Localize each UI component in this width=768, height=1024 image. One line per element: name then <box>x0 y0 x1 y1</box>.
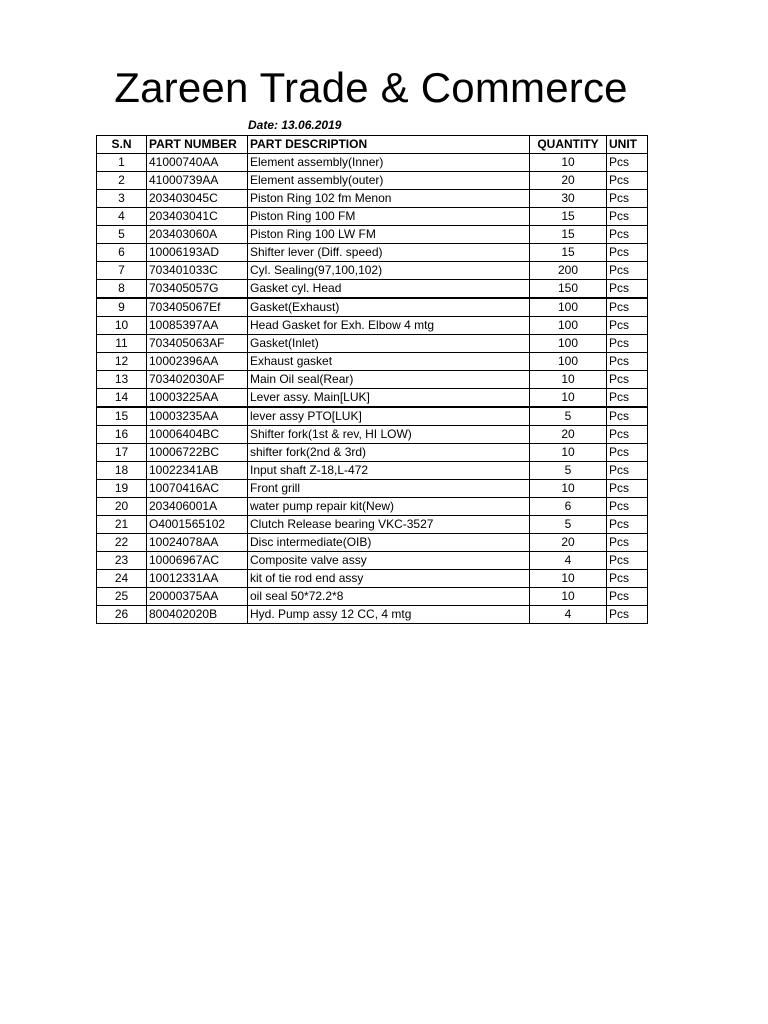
cell-unit: Pcs <box>607 389 648 408</box>
cell-description: Element assembly(outer) <box>248 172 530 190</box>
cell-quantity: 100 <box>530 353 607 371</box>
cell-part-number: 703405067Ef <box>147 298 248 317</box>
cell-part-number: 10024078AA <box>147 534 248 552</box>
table-row <box>97 172 648 190</box>
table-row <box>97 462 648 480</box>
cell-description: Cyl. Sealing(97,100,102) <box>248 262 530 280</box>
cell-description: Gasket cyl. Head <box>248 280 530 299</box>
cell-part-number: 20000375AA <box>147 588 248 606</box>
cell-description: Piston Ring 100 LW FM <box>248 226 530 244</box>
column-header-part-number: PART NUMBER <box>147 136 248 154</box>
table-row <box>97 280 648 299</box>
table-row <box>97 208 648 226</box>
column-header-description: PART DESCRIPTION <box>248 136 530 154</box>
cell-quantity: 20 <box>530 426 607 444</box>
cell-description: oil seal 50*72.2*8 <box>248 588 530 606</box>
cell-description: Hyd. Pump assy 12 CC, 4 mtg <box>248 606 530 624</box>
table-row <box>97 588 648 606</box>
cell-description: Front grill <box>248 480 530 498</box>
cell-unit: Pcs <box>607 516 648 534</box>
cell-quantity: 10 <box>530 371 607 389</box>
cell-unit: Pcs <box>607 280 648 299</box>
cell-unit: Pcs <box>607 353 648 371</box>
cell-quantity: 4 <box>530 552 607 570</box>
cell-part-number: 10070416AC <box>147 480 248 498</box>
cell-description: Head Gasket for Exh. Elbow 4 mtg <box>248 317 530 335</box>
cell-quantity: 10 <box>530 588 607 606</box>
table-row <box>97 552 648 570</box>
column-header-unit: UNIT <box>607 136 648 154</box>
cell-sn: 24 <box>97 570 147 588</box>
cell-quantity: 100 <box>530 298 607 317</box>
cell-sn: 2 <box>97 172 147 190</box>
cell-sn: 4 <box>97 208 147 226</box>
table-row <box>97 444 648 462</box>
cell-unit: Pcs <box>607 570 648 588</box>
table-row <box>97 480 648 498</box>
cell-quantity: 15 <box>530 208 607 226</box>
cell-description: Main Oil seal(Rear) <box>248 371 530 389</box>
cell-description: Element assembly(Inner) <box>248 154 530 172</box>
cell-part-number: 41000740AA <box>147 154 248 172</box>
cell-unit: Pcs <box>607 154 648 172</box>
cell-unit: Pcs <box>607 407 648 426</box>
cell-quantity: 15 <box>530 244 607 262</box>
cell-part-number: 10006967AC <box>147 552 248 570</box>
cell-quantity: 6 <box>530 498 607 516</box>
cell-part-number: 800402020B <box>147 606 248 624</box>
cell-sn: 1 <box>97 154 147 172</box>
cell-quantity: 10 <box>530 154 607 172</box>
table-row <box>97 426 648 444</box>
cell-description: Gasket(Exhaust) <box>248 298 530 317</box>
cell-sn: 8 <box>97 280 147 299</box>
cell-sn: 20 <box>97 498 147 516</box>
cell-part-number: 10012331AA <box>147 570 248 588</box>
cell-description: kit of tie rod end assy <box>248 570 530 588</box>
table-row <box>97 262 648 280</box>
column-header-sn: S.N <box>97 136 147 154</box>
cell-quantity: 200 <box>530 262 607 280</box>
cell-quantity: 5 <box>530 407 607 426</box>
table-row <box>97 317 648 335</box>
cell-unit: Pcs <box>607 498 648 516</box>
table-row <box>97 371 648 389</box>
table-row <box>97 407 648 426</box>
cell-part-number: 10022341AB <box>147 462 248 480</box>
cell-sn: 25 <box>97 588 147 606</box>
cell-part-number: 703405063AF <box>147 335 248 353</box>
table-row <box>97 154 648 172</box>
cell-part-number: 10003235AA <box>147 407 248 426</box>
cell-description: Lever assy. Main[LUK] <box>248 389 530 408</box>
table-row <box>97 226 648 244</box>
cell-unit: Pcs <box>607 208 648 226</box>
cell-sn: 12 <box>97 353 147 371</box>
cell-sn: 6 <box>97 244 147 262</box>
cell-description: Piston Ring 100 FM <box>248 208 530 226</box>
cell-quantity: 4 <box>530 606 607 624</box>
cell-description: Composite valve assy <box>248 552 530 570</box>
cell-part-number: 10002396AA <box>147 353 248 371</box>
column-header-quantity: QUANTITY <box>530 136 607 154</box>
cell-unit: Pcs <box>607 262 648 280</box>
cell-description: Shifter fork(1st & rev, HI LOW) <box>248 426 530 444</box>
cell-sn: 18 <box>97 462 147 480</box>
cell-part-number: 703402030AF <box>147 371 248 389</box>
cell-description: Clutch Release bearing VKC-3527 <box>248 516 530 534</box>
cell-quantity: 30 <box>530 190 607 208</box>
cell-unit: Pcs <box>607 588 648 606</box>
cell-quantity: 10 <box>530 389 607 408</box>
cell-description: Piston Ring 102 fm Menon <box>248 190 530 208</box>
cell-unit: Pcs <box>607 317 648 335</box>
cell-unit: Pcs <box>607 552 648 570</box>
cell-part-number: 10006193AD <box>147 244 248 262</box>
cell-unit: Pcs <box>607 298 648 317</box>
cell-sn: 5 <box>97 226 147 244</box>
cell-part-number: 10085397AA <box>147 317 248 335</box>
cell-unit: Pcs <box>607 444 648 462</box>
cell-description: water pump repair kit(New) <box>248 498 530 516</box>
table-row <box>97 335 648 353</box>
cell-quantity: 100 <box>530 317 607 335</box>
table-row <box>97 190 648 208</box>
cell-sn: 14 <box>97 389 147 408</box>
cell-sn: 21 <box>97 516 147 534</box>
cell-quantity: 100 <box>530 335 607 353</box>
cell-unit: Pcs <box>607 244 648 262</box>
cell-unit: Pcs <box>607 226 648 244</box>
cell-unit: Pcs <box>607 426 648 444</box>
cell-unit: Pcs <box>607 534 648 552</box>
table-row <box>97 498 648 516</box>
table-row <box>97 353 648 371</box>
cell-unit: Pcs <box>607 190 648 208</box>
cell-part-number: 41000739AA <box>147 172 248 190</box>
cell-unit: Pcs <box>607 480 648 498</box>
cell-part-number: 10003225AA <box>147 389 248 408</box>
cell-unit: Pcs <box>607 371 648 389</box>
table-row <box>97 389 648 408</box>
table-row <box>97 570 648 588</box>
cell-description: Input shaft Z-18,L-472 <box>248 462 530 480</box>
cell-sn: 3 <box>97 190 147 208</box>
cell-sn: 11 <box>97 335 147 353</box>
cell-sn: 15 <box>97 407 147 426</box>
cell-description: Exhaust gasket <box>248 353 530 371</box>
cell-unit: Pcs <box>607 606 648 624</box>
cell-quantity: 15 <box>530 226 607 244</box>
cell-sn: 13 <box>97 371 147 389</box>
cell-sn: 10 <box>97 317 147 335</box>
parts-table <box>96 135 648 624</box>
cell-part-number: 203406001A <box>147 498 248 516</box>
cell-quantity: 10 <box>530 480 607 498</box>
cell-sn: 16 <box>97 426 147 444</box>
cell-sn: 9 <box>97 298 147 317</box>
cell-unit: Pcs <box>607 335 648 353</box>
document-date: Date: 13.06.2019 <box>248 118 342 132</box>
cell-part-number: 703401033C <box>147 262 248 280</box>
table-row <box>97 516 648 534</box>
cell-sn: 23 <box>97 552 147 570</box>
cell-part-number: 203403060A <box>147 226 248 244</box>
cell-part-number: 203403041C <box>147 208 248 226</box>
cell-unit: Pcs <box>607 172 648 190</box>
cell-description: lever assy PTO[LUK] <box>248 407 530 426</box>
table-row <box>97 534 648 552</box>
cell-description: shifter fork(2nd & 3rd) <box>248 444 530 462</box>
cell-quantity: 10 <box>530 570 607 588</box>
cell-quantity: 10 <box>530 444 607 462</box>
cell-quantity: 20 <box>530 534 607 552</box>
cell-sn: 19 <box>97 480 147 498</box>
cell-part-number: 10006404BC <box>147 426 248 444</box>
cell-quantity: 5 <box>530 462 607 480</box>
cell-unit: Pcs <box>607 462 648 480</box>
cell-quantity: 20 <box>530 172 607 190</box>
cell-sn: 26 <box>97 606 147 624</box>
table-row <box>97 298 648 317</box>
table-row <box>97 244 648 262</box>
cell-sn: 22 <box>97 534 147 552</box>
table-header-row <box>97 136 648 154</box>
cell-part-number: 203403045C <box>147 190 248 208</box>
document-title: Zareen Trade & Commerce <box>114 64 628 111</box>
table-row <box>97 606 648 624</box>
cell-part-number: 703405057G <box>147 280 248 299</box>
cell-quantity: 150 <box>530 280 607 299</box>
cell-description: Disc intermediate(OIB) <box>248 534 530 552</box>
cell-sn: 7 <box>97 262 147 280</box>
cell-part-number: 10006722BC <box>147 444 248 462</box>
cell-quantity: 5 <box>530 516 607 534</box>
cell-sn: 17 <box>97 444 147 462</box>
cell-description: Gasket(Inlet) <box>248 335 530 353</box>
cell-part-number: O4001565102 <box>147 516 248 534</box>
cell-description: Shifter lever (Diff. speed) <box>248 244 530 262</box>
